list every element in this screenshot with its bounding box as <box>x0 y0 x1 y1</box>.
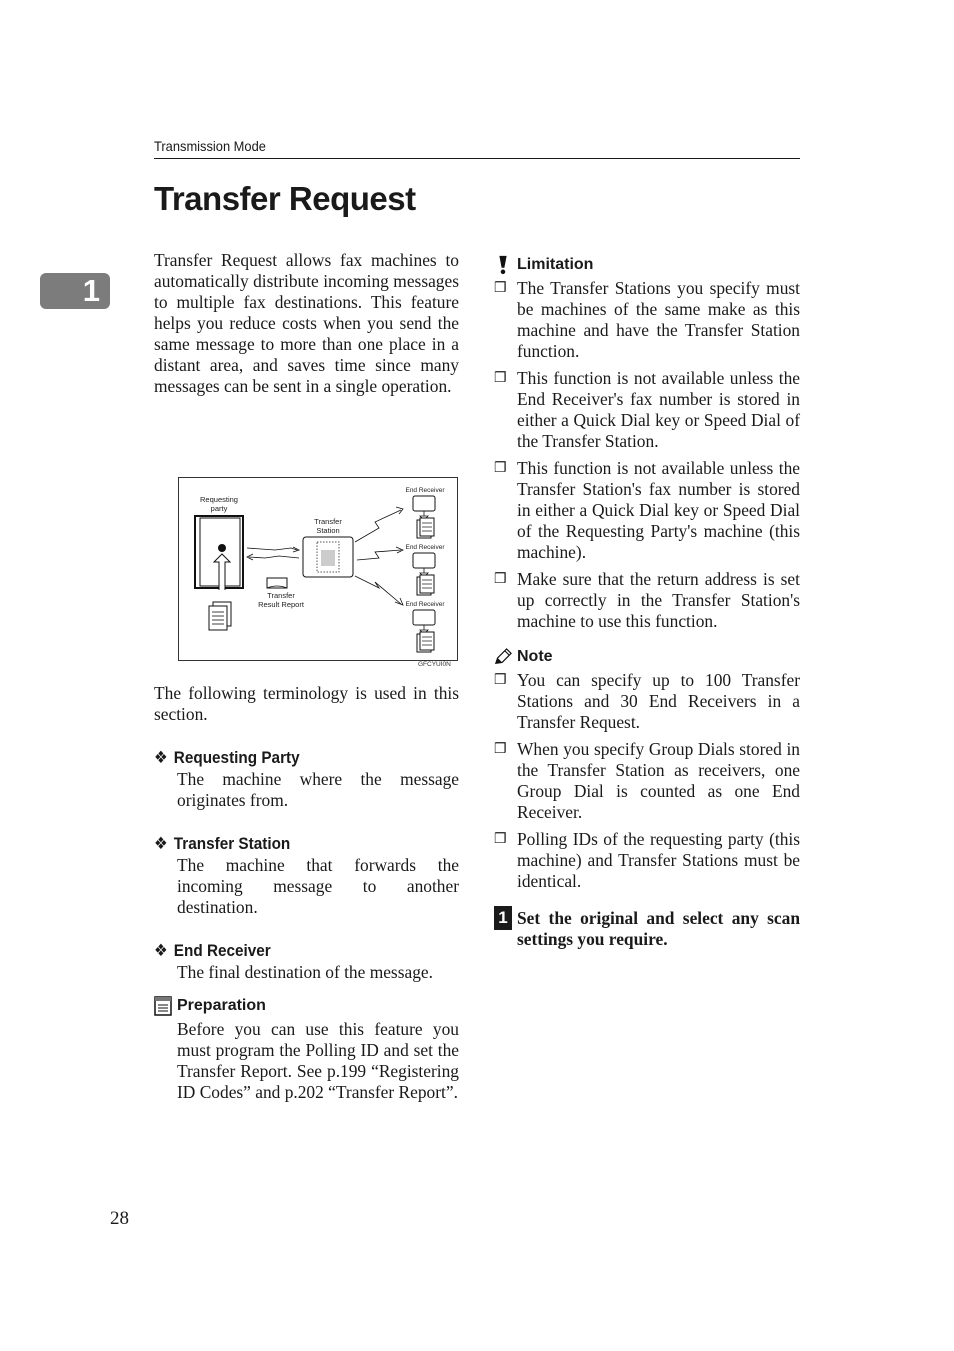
link-end-receiver-1 <box>355 510 401 542</box>
end-receiver-machine-1 <box>413 496 435 511</box>
requesting-party-label-2: party <box>210 504 228 513</box>
term-desc: The machine where the message originates from. <box>177 769 459 810</box>
term-requesting-party <box>154 747 459 811</box>
checkbox-icon: ❒ <box>494 281 507 296</box>
end-receiver-machine-2 <box>413 553 435 568</box>
term-name: Requesting Party <box>173 748 300 767</box>
limitation-item: ❒ Make sure that the return address is set up correctly in the Transfer Station's machine to use this function. <box>494 569 800 631</box>
link-end-receiver-2 <box>357 550 401 560</box>
end-receiver-label-3: End Receiver <box>405 601 445 608</box>
transfer-diagram <box>178 477 458 661</box>
chapter-tab <box>40 273 110 309</box>
right-column <box>494 254 800 950</box>
limitation-item: ❒ The Transfer Stations you specify must be machines of the same make as this machine and have the Transfer Station function. <box>494 278 800 361</box>
note-heading: Note <box>517 648 553 665</box>
preparation-heading: Preparation <box>177 997 266 1014</box>
chapter-number: 1 <box>82 273 100 308</box>
diamond-icon: ❖ <box>154 941 168 960</box>
term-name: Transfer Station <box>173 834 291 853</box>
limitation-heading: Limitation <box>517 256 594 273</box>
page-title: Transfer Request <box>154 180 416 217</box>
requesting-party-dot <box>218 544 226 552</box>
intro-paragraph: Transfer Request allows fax machines to automatically distribute incoming messages to multiple fax destinations. This feature helps you reduce costs when you send the same message to more than one place in a distant area, and saves time since many messages can be sent in a single operation. <box>154 250 459 396</box>
requesting-party-label-1: Requesting <box>200 495 238 504</box>
preparation-section <box>154 995 459 1103</box>
preparation-text: Before you can use this feature you must program the Polling ID and set the Transfer Report. See p.199 “Registering ID Codes” and p.202 “Transfer Report”. <box>177 1019 459 1102</box>
end-receiver-label-1: End Receiver <box>405 487 445 494</box>
end-receiver-machine-3 <box>413 610 435 625</box>
note-item: ❒ Polling IDs of the requesting party (this machine) and Transfer Stations must be identical. <box>494 829 800 891</box>
link-end-receiver-3 <box>355 576 401 604</box>
send-arrow <box>247 548 297 550</box>
diagram-code: GFCYUI0N <box>418 661 451 668</box>
transfer-report-label-1: Transfer <box>267 591 295 600</box>
checkbox-icon: ❒ <box>494 673 507 688</box>
running-header: Transmission Mode <box>154 138 266 154</box>
limitation-item: ❒ This function is not available unless the End Receiver's fax number is stored in either a Quick Dial key or Speed Dial of the Transfer Station. <box>494 368 800 451</box>
header-rule <box>154 158 800 159</box>
note-item: ❒ You can specify up to 100 Transfer Stations and 30 End Receivers in a Transfer Request. <box>494 670 800 732</box>
diamond-icon: ❖ <box>154 748 168 767</box>
left-column <box>154 250 459 397</box>
upload-arrow <box>214 554 230 590</box>
step-number: 1 <box>494 906 512 930</box>
return-arrow <box>249 556 299 558</box>
term-desc: The machine that forwards the incoming message to another destination. <box>177 855 459 917</box>
preparation-icon <box>154 996 172 1016</box>
terminology-intro: The following terminology is used in this section. <box>154 683 459 724</box>
term-name: End Receiver <box>173 941 271 960</box>
term-end-receiver <box>154 940 459 983</box>
step-1 <box>494 906 800 950</box>
term-desc: The final destination of the message. <box>177 962 433 982</box>
checkbox-icon: ❒ <box>494 572 507 587</box>
limitation-section <box>494 254 800 632</box>
page-number: 28 <box>110 1208 129 1229</box>
checkbox-icon: ❒ <box>494 742 507 757</box>
limitation-item: ❒ This function is not available unless the Transfer Station's fax number is stored in either a Quick Dial key or Speed Dial of the Requesting Party's machine (this machine). <box>494 458 800 562</box>
checkbox-icon: ❒ <box>494 371 507 386</box>
diamond-icon: ❖ <box>154 834 168 853</box>
note-item: ❒ When you specify Group Dials stored in the Transfer Station as receivers, one Group Dial is counted as one End Receiver. <box>494 739 800 822</box>
transfer-report-icon <box>267 578 287 588</box>
end-receiver-label-2: End Receiver <box>405 544 445 551</box>
checkbox-icon: ❒ <box>494 461 507 476</box>
exclamation-icon <box>494 255 512 275</box>
transfer-report-label-2: Result Report <box>258 600 304 609</box>
transfer-station-label-1: Transfer <box>314 517 342 526</box>
step-text: Set the original and select any scan settings you require. <box>517 908 800 949</box>
transfer-station-label-2: Station <box>316 526 340 535</box>
term-transfer-station <box>154 833 459 918</box>
note-section <box>494 646 800 892</box>
original-document-icon <box>209 602 231 630</box>
pencil-icon <box>494 647 512 667</box>
terminology-section <box>154 683 459 1103</box>
checkbox-icon: ❒ <box>494 832 507 847</box>
